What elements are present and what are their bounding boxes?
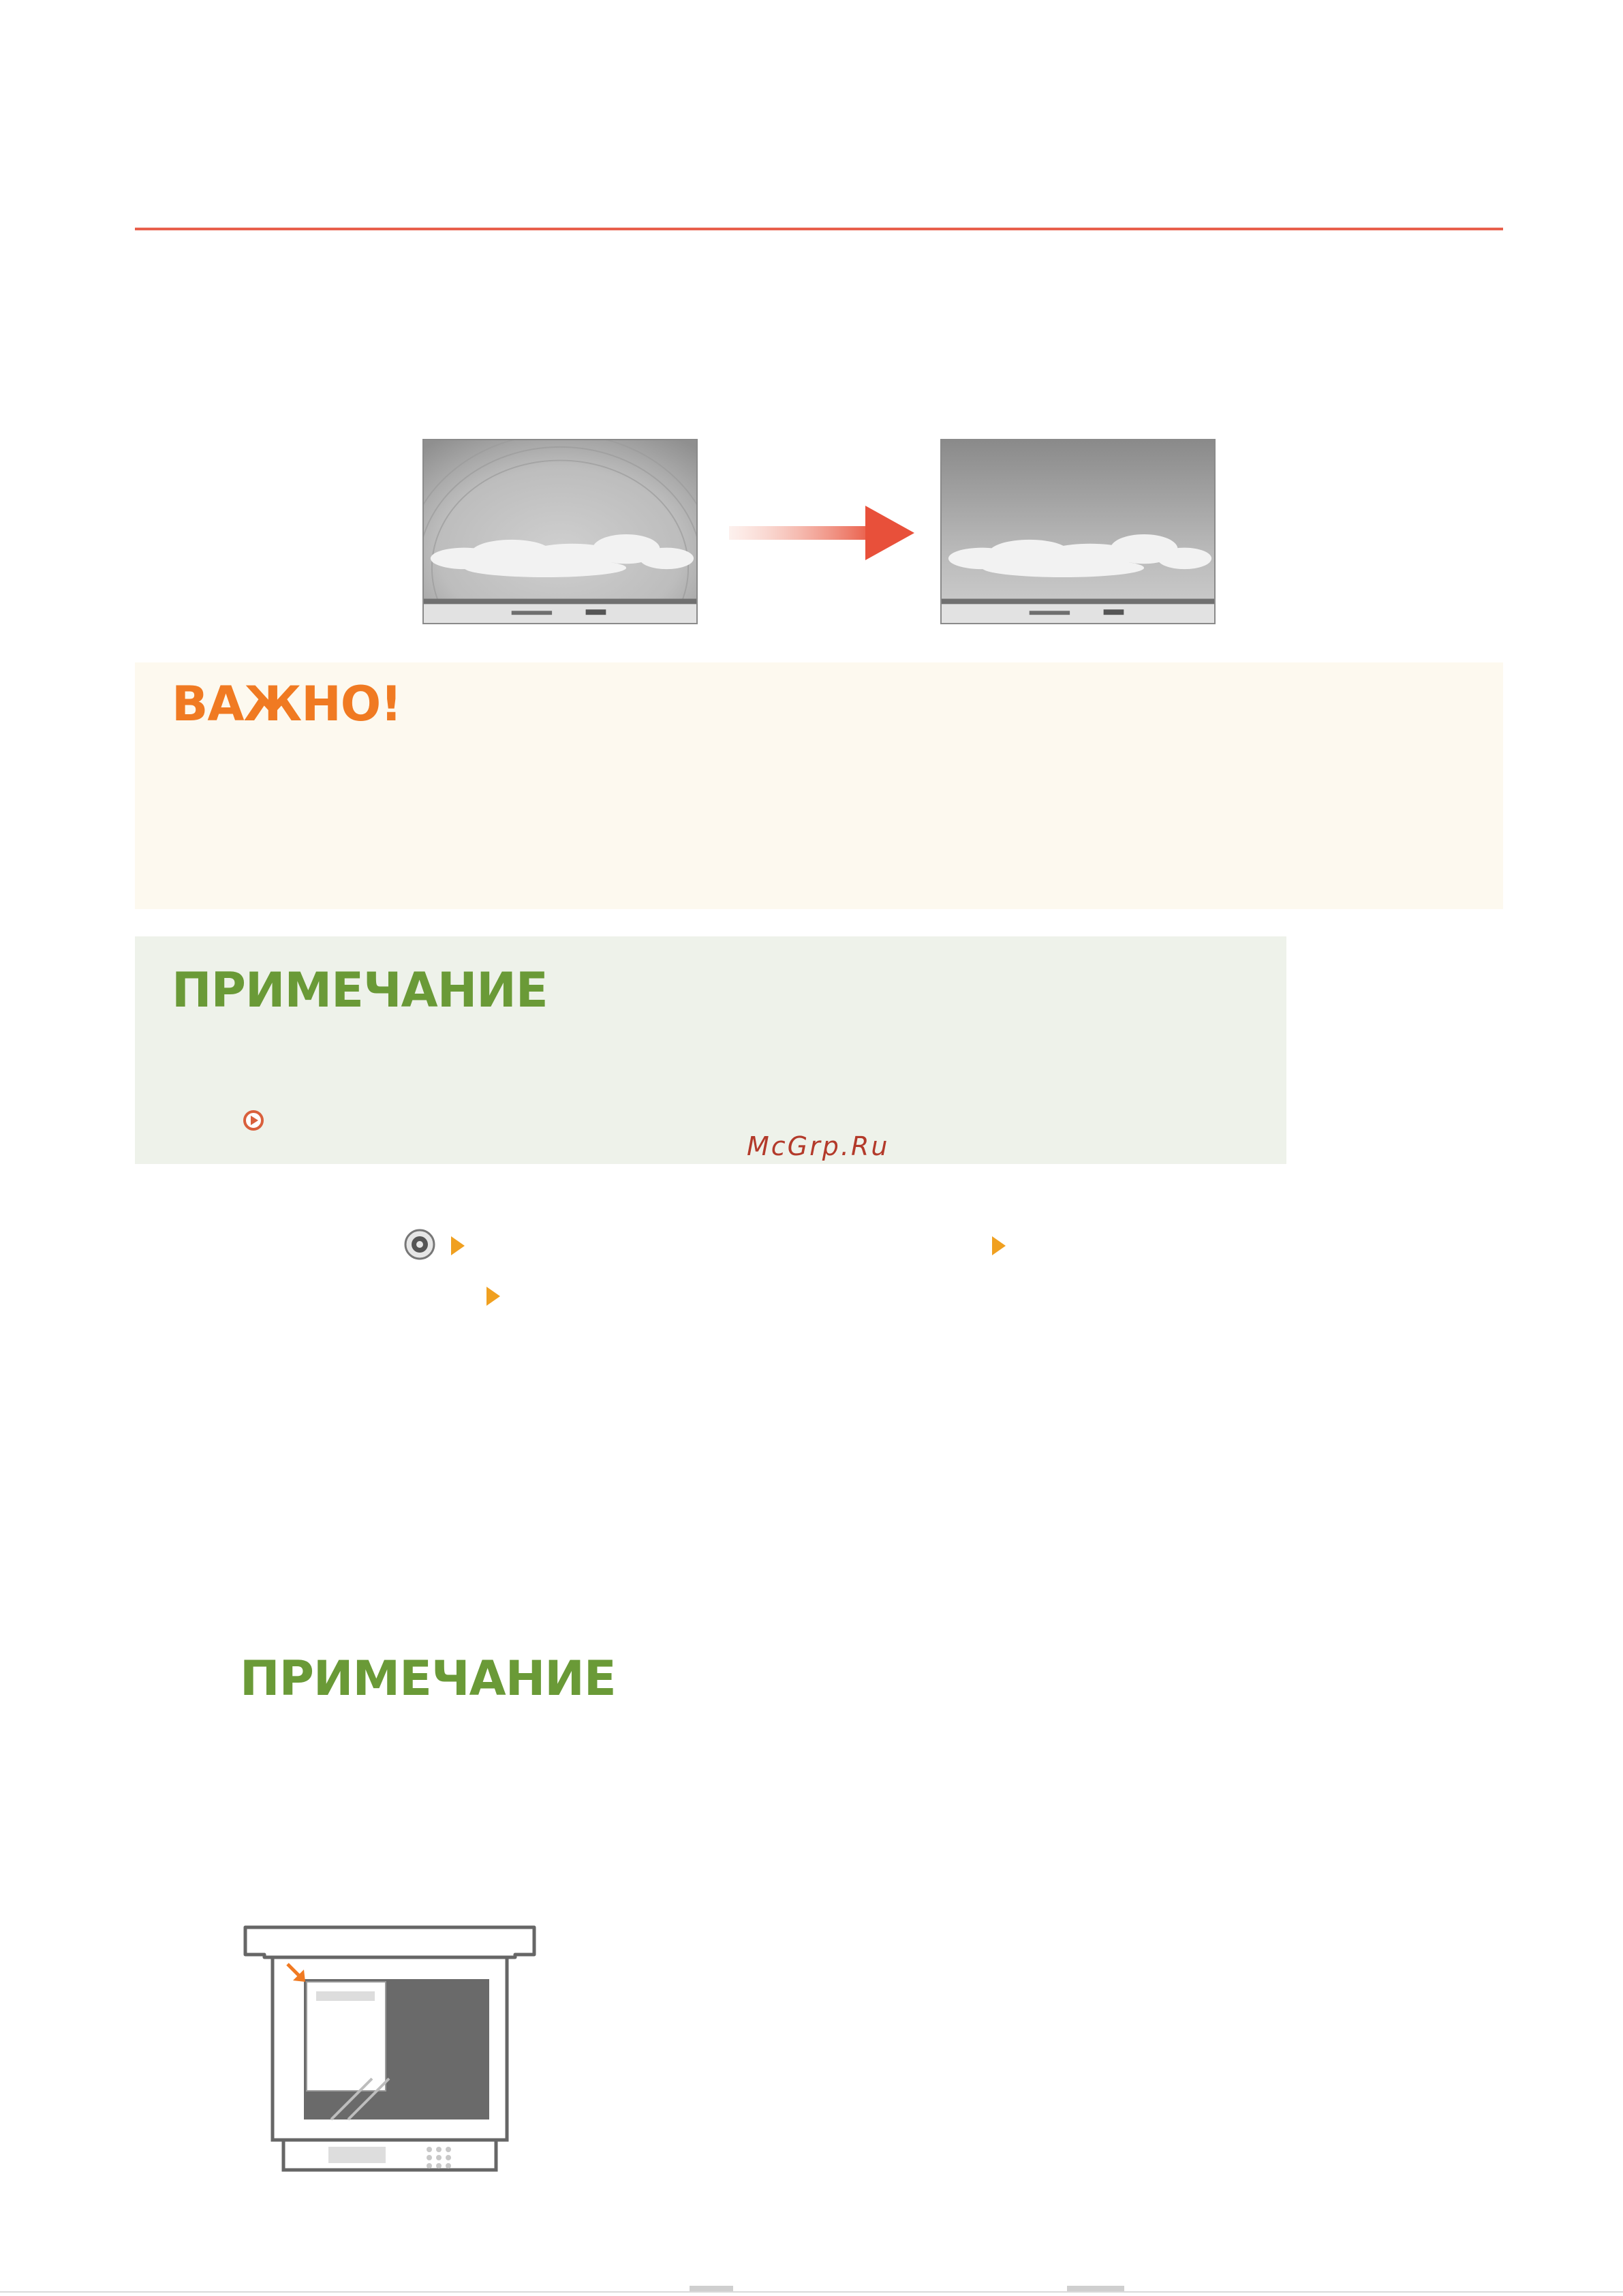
path-arrow-icon [485, 1285, 501, 1307]
note-heading: ПРИМЕЧАНИЕ [172, 962, 548, 1018]
section-divider [135, 228, 1503, 230]
note-heading: ПРИМЕЧАНИЕ [240, 1651, 616, 1706]
path-arrow-icon [450, 1235, 466, 1257]
page-bottom-rule [0, 2291, 1623, 2293]
scanner-illustration [243, 1925, 537, 2174]
right-arrow-icon [729, 502, 914, 564]
page-footer-mark [1067, 2286, 1124, 2291]
watermark: McGrp.Ru [747, 1131, 890, 1161]
photo-after [940, 439, 1216, 624]
important-heading: ВАЖНО! [172, 676, 402, 732]
path-arrow-icon [991, 1235, 1007, 1257]
menu-button-icon [403, 1228, 436, 1261]
page-footer-mark [690, 2286, 733, 2291]
photo-before [422, 439, 698, 624]
link-bullet-icon[interactable] [243, 1109, 264, 1131]
